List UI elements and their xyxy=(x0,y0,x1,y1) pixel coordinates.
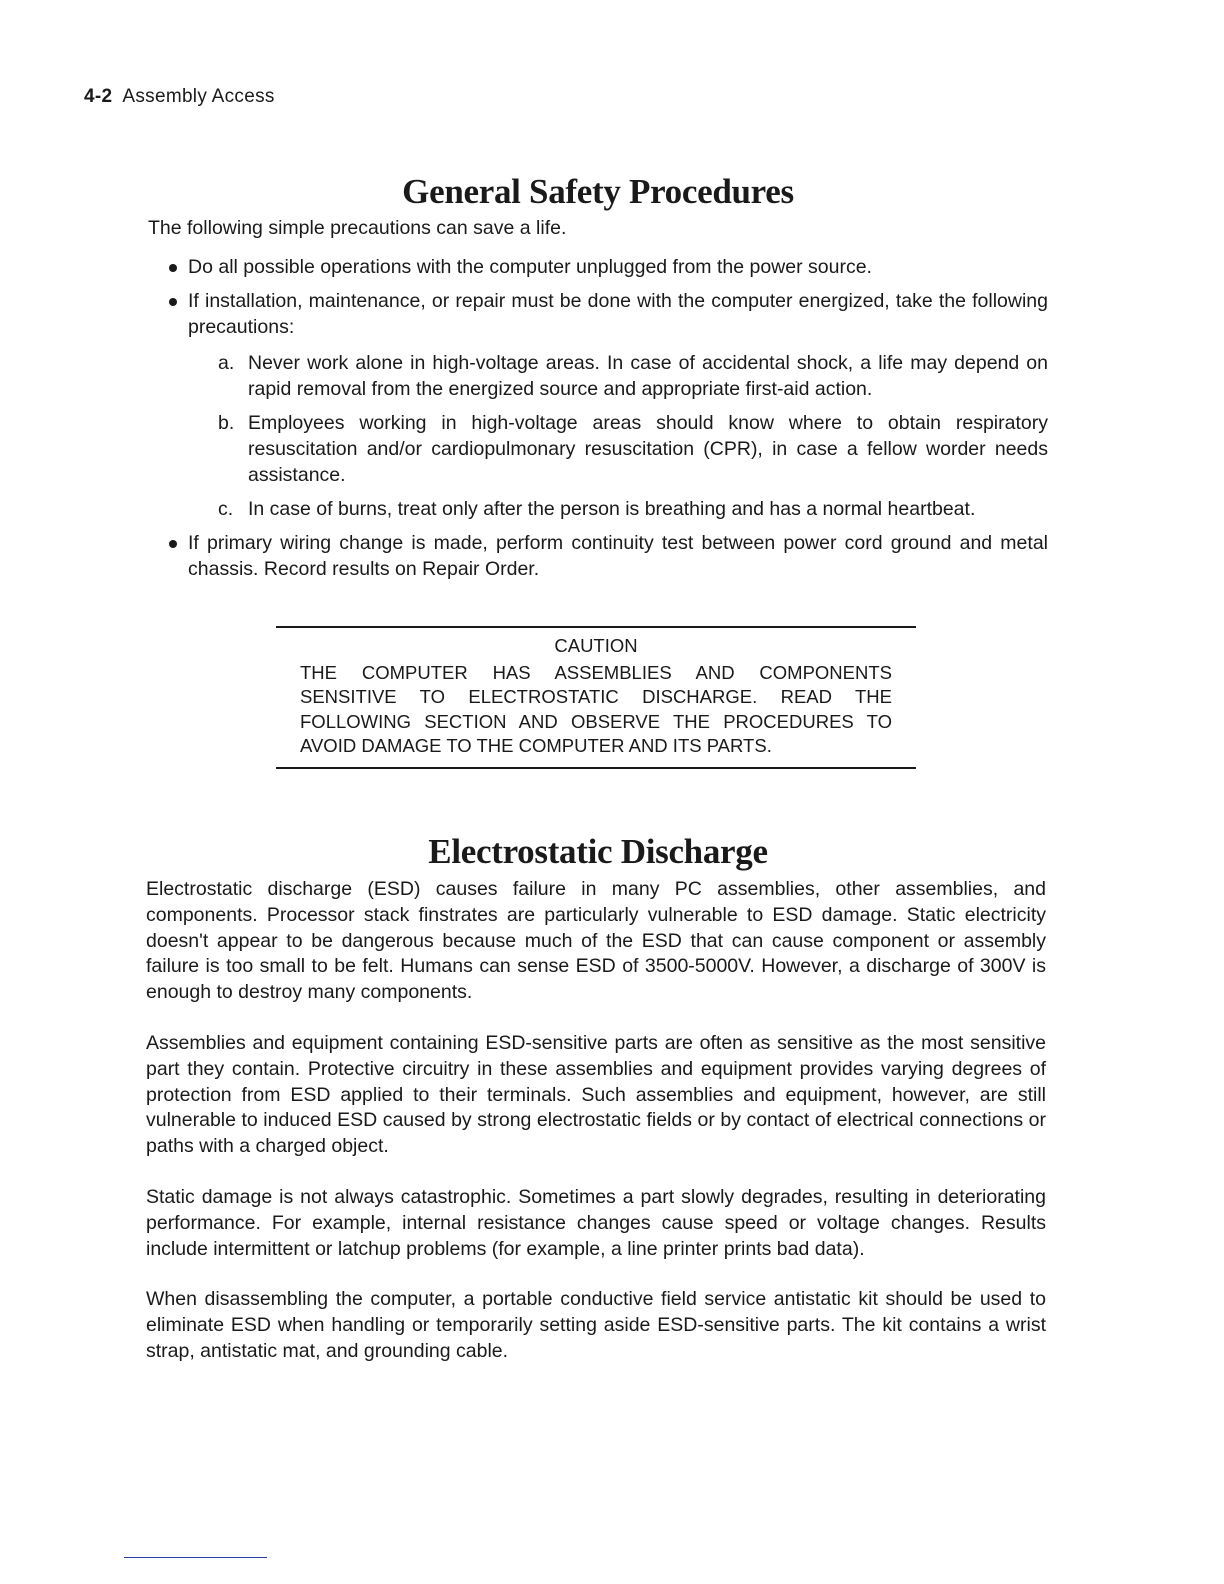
sub-item-letter: c. xyxy=(218,498,234,520)
caution-title: CAUTION xyxy=(554,635,638,656)
page-number: 4-2 xyxy=(84,86,113,107)
list-item xyxy=(188,496,1048,522)
sub-item-letter: b. xyxy=(218,412,235,434)
esd-paragraph: When disassembling the computer, a portable conductive field service antistatic kit should be used to eliminate ESD when handling or temporarily setting aside ESD-sensitive parts. The kit contains a wrist strap, antistatic mat, and grounding cable. xyxy=(146,1288,1046,1362)
list-item xyxy=(168,530,1048,582)
esd-paragraph: Electrostatic discharge (ESD) causes failure in many PC assemblies, other assemblies, and components. Processor stack finstrates are particularly vulnerable to ESD damage. Static electricity doesn't appear to be dangerous because much of the ESD that can cause component or assembly failure is too small to be felt. Humans can sense ESD of 3500-5000V. However, a discharge of 300V is enough to destroy many components. xyxy=(146,878,1046,1004)
footer-divider xyxy=(124,1557,267,1558)
caution-box xyxy=(276,626,916,769)
safety-bullet-list xyxy=(168,254,1048,590)
esd-body xyxy=(146,877,1046,1390)
sub-item-text: Employees working in high-voltage areas should know where to obtain respiratory resuscitation and/or cardiopulmonary resuscitation (CPR), in case a fellow worder needs assistance. xyxy=(248,412,1048,486)
list-item xyxy=(188,410,1048,488)
bullet-text: Do all possible operations with the computer unplugged from the power source. xyxy=(188,256,872,278)
sub-item-text: In case of burns, treat only after the person is breathing and has a normal heartbeat. xyxy=(248,498,976,520)
esd-paragraph: Static damage is not always catastrophic. Sometimes a part slowly degrades, resulting in deteriorating performance. For example, internal resistance changes cause speed or voltage changes. Results include intermittent or latchup problems (for example, a line printer prints bad data). xyxy=(146,1185,1046,1260)
list-item xyxy=(188,350,1048,402)
bullet-icon xyxy=(169,540,177,548)
caution-text: THE COMPUTER HAS ASSEMBLIES AND COMPONENTS SENSITIVE TO ELECTROSTATIC DISCHARGE. READ THE FOLLOWING SECTION AND OBSERVE THE PROCEDURES TO AVOID DAMAGE TO THE COMPUTER AND ITS PARTS. xyxy=(300,661,892,756)
bullet-icon xyxy=(169,264,177,272)
page-header xyxy=(84,86,275,108)
sub-item-letter: a. xyxy=(218,352,235,374)
general-safety-title: General Safety Procedures xyxy=(402,172,794,211)
esd-paragraph: Assemblies and equipment containing ESD-sensitive parts are often as sensitive as the most sensitive part they contain. Protective circuitry in these assemblies and equipment provides varying degrees of protection from ESD applied to their terminals. Such assemblies and equipment, however, are still vulnerable to induced ESD caused by strong electrostatic fields or by contact of electrical connections or paths with a charged object. xyxy=(146,1031,1046,1158)
bullet-text: If installation, maintenance, or repair must be done with the computer energized, take the following precautions: xyxy=(188,290,1048,338)
bullet-text: If primary wiring change is made, perform continuity test between power cord ground and metal chassis. Record results on Repair Order. xyxy=(188,532,1048,580)
esd-title: Electrostatic Discharge xyxy=(428,832,768,871)
list-item xyxy=(168,254,1048,280)
safety-intro: The following simple precautions can save a life. xyxy=(148,217,567,239)
bullet-icon xyxy=(169,298,177,306)
section-name: Assembly Access xyxy=(122,86,275,107)
list-item xyxy=(168,288,1048,522)
sub-item-text: Never work alone in high-voltage areas. In case of accidental shock, a life may depend on rapid removal from the energized source and appropriate first-aid action. xyxy=(248,352,1048,400)
precautions-sublist xyxy=(188,350,1048,522)
